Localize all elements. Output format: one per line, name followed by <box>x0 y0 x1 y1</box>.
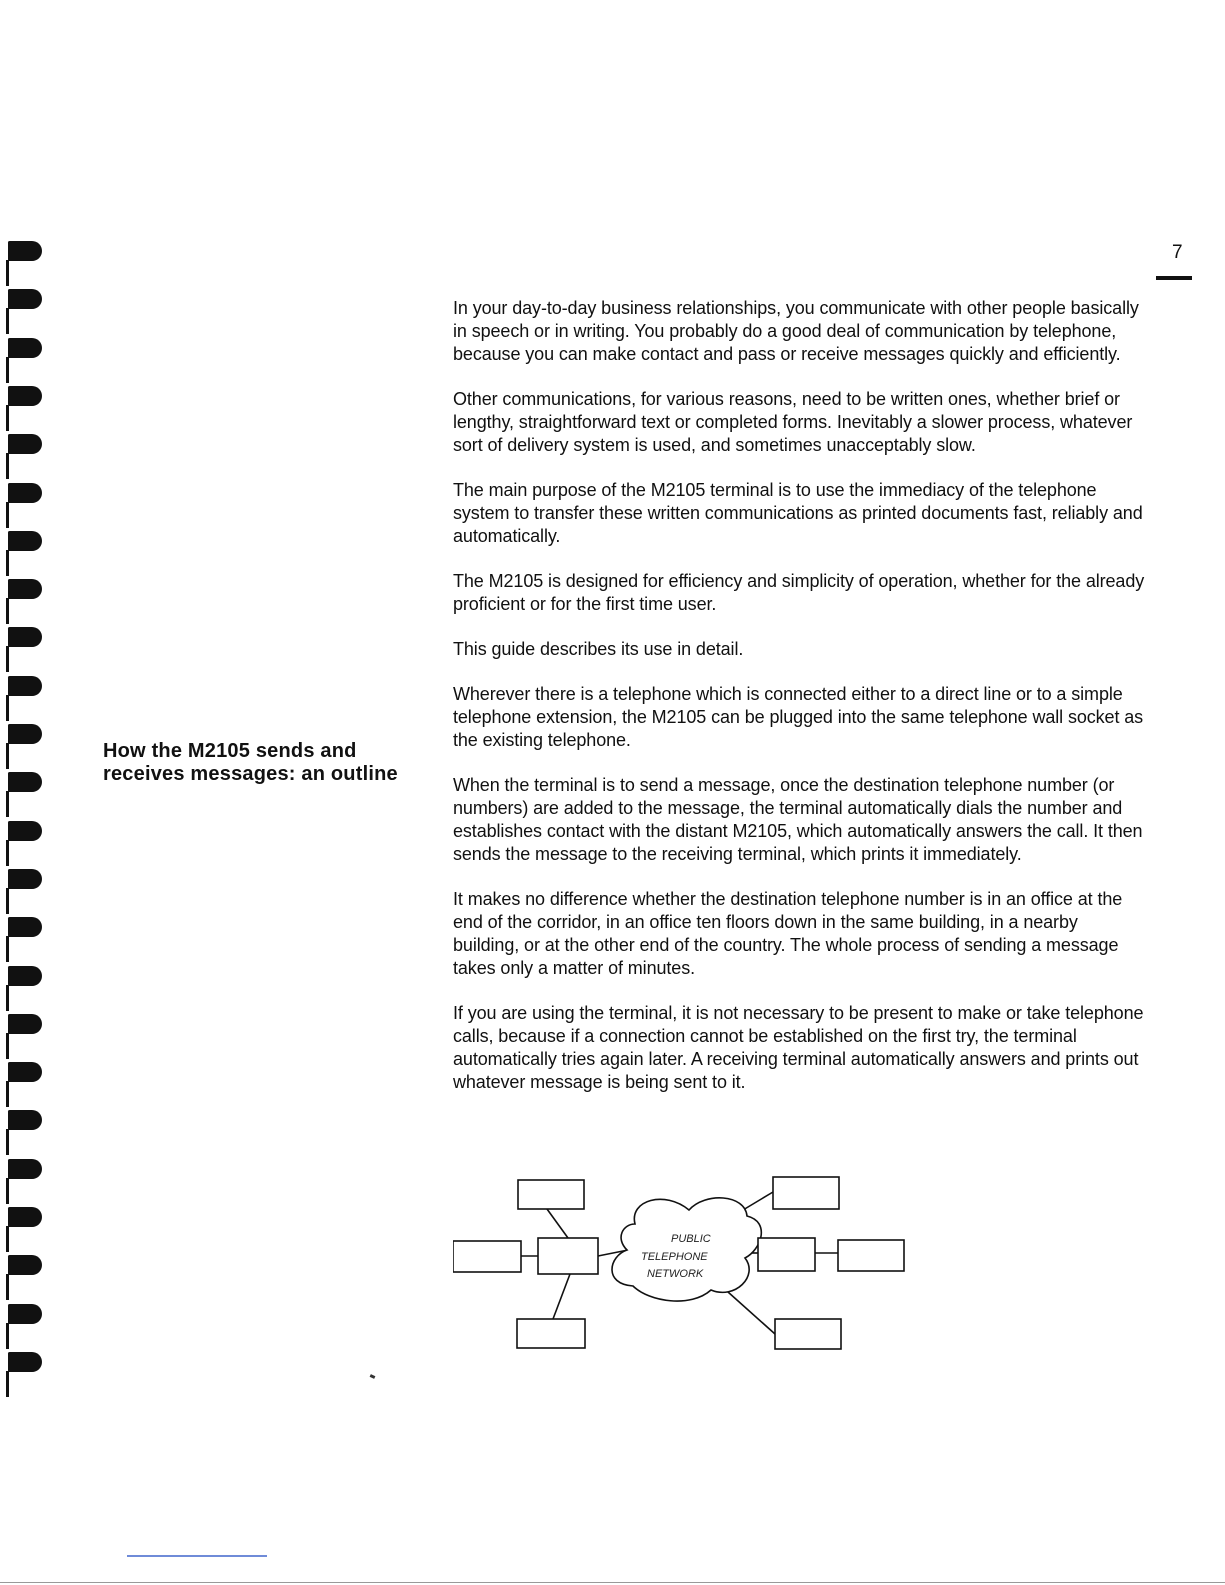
cloud-label-line: PUBLIC <box>671 1233 711 1245</box>
binding-ring-bar <box>8 821 42 841</box>
binding-ring <box>4 280 50 320</box>
binding-ring <box>4 618 50 658</box>
binding-ring-bar <box>8 676 42 696</box>
binding-ring-bar <box>8 1207 42 1227</box>
telephone-network-cloud <box>612 1198 761 1301</box>
paragraph: The main purpose of the M2105 terminal is to use the immediacy of the telephone system to transfer these written communications as printed documents fast, reliably and automatically. <box>453 480 1143 546</box>
binding-ring <box>4 329 50 369</box>
binding-ring-bar <box>8 289 42 309</box>
paragraph: Wherever there is a telephone which is connected either to a direct line or to a simple telephone extension, the M2105 can be plugged into the same telephone wall socket as the existing telephone. <box>453 684 1144 750</box>
terminal-box <box>838 1240 904 1271</box>
binding-ring <box>4 1343 50 1383</box>
binding-ring-bar <box>8 1159 42 1179</box>
binding-ring <box>4 667 50 707</box>
binding-ring-bar <box>8 1014 42 1034</box>
terminal-box <box>538 1238 598 1274</box>
binding-ring-bar <box>8 579 42 599</box>
diagram-connector <box>553 1274 570 1319</box>
body-text <box>453 297 1148 1116</box>
binding-ring <box>4 1198 50 1238</box>
binding-ring-bar <box>8 483 42 503</box>
page-number: 7 <box>1172 242 1183 263</box>
terminal-box <box>773 1177 839 1209</box>
binding-ring-bar <box>8 627 42 647</box>
paragraph: In your day-to-day business relationships, you communicate with other people basically in speech or in writing. You probably do a good deal of communication by telephone, because you can make contact and pass or receive messages quickly and efficiently. <box>453 298 1139 364</box>
footer-underline <box>127 1555 267 1557</box>
paragraph: When the terminal is to send a message, once the destination telephone number (or numbers) are added to the message, the terminal automatically dials the number and establishes contact with the distant M2105, which automatically answers the call. It then sends the message to the receiving terminal, which prints it immediately. <box>453 775 1143 864</box>
network-diagram <box>453 1172 923 1362</box>
binding-ring <box>4 570 50 610</box>
binding-ring-bar <box>8 917 42 937</box>
binding-ring <box>4 812 50 852</box>
binding-ring-bar <box>8 772 42 792</box>
spiral-binding <box>4 232 64 1392</box>
page-number-rule <box>1156 276 1192 280</box>
network-diagram-svg <box>453 1172 923 1362</box>
paragraph: Other communications, for various reasons, need to be written ones, whether brief or lengthy, straightforward text or completed forms. Inevitably a slower process, whatever sort of delivery system is used, and sometimes unacceptably slow. <box>453 389 1133 455</box>
binding-ring <box>4 1053 50 1093</box>
terminal-box <box>518 1180 584 1209</box>
terminal-box <box>453 1241 521 1272</box>
binding-ring-bar <box>8 1110 42 1130</box>
page-bottom-border <box>0 1582 1225 1583</box>
binding-ring-bar <box>8 724 42 744</box>
binding-ring-bar <box>8 531 42 551</box>
terminal-box <box>775 1319 841 1349</box>
binding-ring <box>4 715 50 755</box>
binding-ring-bar <box>8 241 42 261</box>
binding-ring <box>4 232 50 272</box>
binding-ring <box>4 474 50 514</box>
binding-ring-bar <box>8 386 42 406</box>
binding-ring <box>4 957 50 997</box>
binding-ring <box>4 377 50 417</box>
binding-ring <box>4 1295 50 1335</box>
paragraph: If you are using the terminal, it is not necessary to be present to make or take telephone calls, because if a connection cannot be established on the first try, the terminal automatically tries again later. A receiving terminal automatically answers and prints out whatever message is being sent to it. <box>453 1003 1144 1092</box>
binding-ring <box>4 1005 50 1045</box>
binding-ring-bar <box>8 434 42 454</box>
stray-mark <box>370 1374 376 1379</box>
binding-ring-bar <box>8 869 42 889</box>
terminal-box <box>758 1238 815 1271</box>
binding-ring-bar <box>8 966 42 986</box>
diagram-connector <box>743 1192 773 1210</box>
binding-ring-bar <box>8 1255 42 1275</box>
cloud-label-line: NETWORK <box>647 1268 704 1280</box>
binding-ring-bar <box>8 338 42 358</box>
binding-ring-stem <box>6 1371 9 1397</box>
binding-ring-bar <box>8 1352 42 1372</box>
cloud-label-line: TELEPHONE <box>641 1251 708 1263</box>
binding-ring <box>4 860 50 900</box>
binding-ring <box>4 522 50 562</box>
binding-ring-bar <box>8 1304 42 1324</box>
binding-ring <box>4 1150 50 1190</box>
binding-ring <box>4 763 50 803</box>
paragraph: This guide describes its use in detail. <box>453 639 744 659</box>
binding-ring <box>4 908 50 948</box>
diagram-connector <box>547 1209 568 1238</box>
binding-ring <box>4 425 50 465</box>
terminal-box <box>517 1319 585 1348</box>
binding-ring <box>4 1246 50 1286</box>
binding-ring <box>4 1101 50 1141</box>
paragraph: The M2105 is designed for efficiency and simplicity of operation, whether for the already proficient or for the first time user. <box>453 571 1145 614</box>
paragraph: It makes no difference whether the destination telephone number is in an office at the end of the corridor, in an office ten floors down in the same building, in a nearby building, or at the other end of the country. The whole process of sending a message takes only a matter of minutes. <box>453 889 1123 978</box>
section-side-heading: How the M2105 sends and receives messages: an outline <box>103 740 398 785</box>
diagram-connector <box>728 1292 775 1334</box>
binding-ring-bar <box>8 1062 42 1082</box>
